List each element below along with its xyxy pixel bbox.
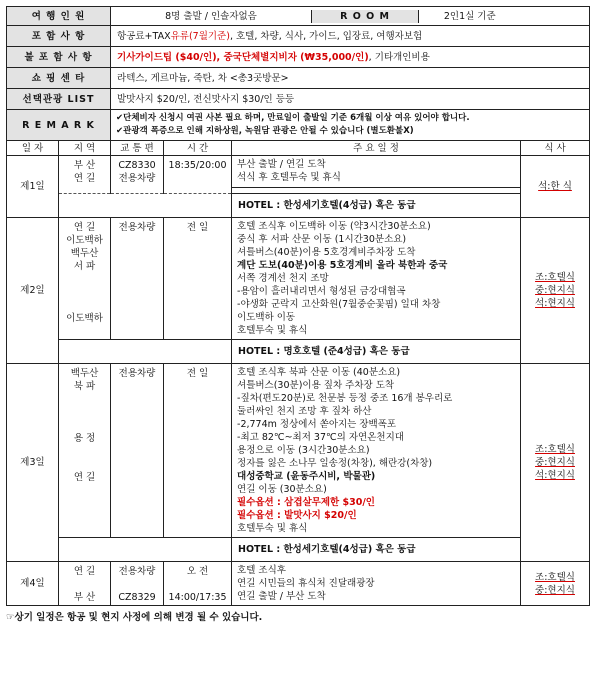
- day-hotel: HOTEL : 한성세기호텔(4성급) 혹은 동급: [232, 194, 521, 218]
- footer-note: ☞상기 일정은 항공 및 현지 사정에 의해 변경 될 수 있습니다.: [6, 612, 263, 623]
- day-label: 제1일: [7, 156, 59, 218]
- day-hotel: HOTEL : 명호호텔 (준4성급) 혹은 동급: [232, 340, 521, 364]
- day-schedule: 호텔 조식후 북파 산문 이동 (40분소요) 셔틀버스(30분)이용 짚차 주차장 도착 -짚차(편도20분)로 천문봉 등정 중조 16개 봉우리로 둘러싸인 천지 조망 후 짚차 하산 -2,774m 정상에서 쏟아지는 장백폭포 -최고 82℃~최저 37℃의 자연온천지대 용정으로 이동 (3시간30분소요) 정자를 잃은 소나무 일송정(차창), 해란강(차창) 대성중학교 (윤동주시비, 박물관) 연길 이동 (30분소요) 필수옵션 : 삼겹살무제한 $30/인 필수옵션 : 발맛사지 $20/인 호텔투숙 및 휴식: [232, 364, 521, 538]
- room-value: 2인1실 기준: [443, 10, 496, 22]
- day-transport: 전용차량: [111, 364, 164, 538]
- day-schedule: 호텔 조식후 이도백하 이동 (약3시간30분소요) 중식 후 서파 산문 이동 (1시간30분소요) 셔틀버스(40분)이용 5호경계비주차장 도착 계단 도보(40분)이용 5호경계비 올라 북한과 중국 서쪽 경계선 천지 조망 -용암이 흘러내리면서 형성된 금강대협곡 -야생화 군락지 고산화원(7월중순꽃핌) 일대 차창 이도백하 이동 호텔투숙 및 휴식: [232, 218, 521, 340]
- col-date: 일 자: [7, 141, 59, 156]
- shopping-label: 쇼 핑 센 타: [7, 68, 111, 89]
- day-locations: 연 길 부 산: [59, 562, 111, 606]
- col-region: 지 역: [59, 141, 111, 156]
- persons-value: 8명 출발 / 인솔자없음: [165, 10, 257, 22]
- day-transport: 전용차량: [111, 218, 164, 340]
- day-transport: CZ8330 전용차량: [111, 156, 164, 188]
- includes-value: 항공료+TAX유류(7월기준), 호텔, 차량, 식사, 가이드, 입장료, 여행자보험: [111, 26, 590, 47]
- room-label: R O O M: [311, 10, 419, 23]
- day-locations: 부 산 연 길: [59, 156, 111, 188]
- persons-label: 여 행 인 원: [7, 7, 111, 26]
- day-row: [7, 218, 590, 340]
- day-hotel: HOTEL : 한성세기호텔(4성급) 혹은 동급: [232, 538, 521, 562]
- col-meal: 식 사: [521, 141, 590, 156]
- day-meal: 조:호텔식 중:현지식: [521, 562, 590, 606]
- shopping-value: 라텍스, 게르마늄, 죽탄, 차 <총3곳방문>: [111, 68, 590, 89]
- day-row: [7, 364, 590, 538]
- includes-label: 포 함 사 항: [7, 26, 111, 47]
- itinerary-table: [6, 6, 590, 606]
- day-time: 전 일: [164, 218, 232, 340]
- day-schedule: 부산 출발 / 연길 도착 석식 후 호텔투숙 및 휴식: [232, 156, 521, 188]
- day-time: 전 일: [164, 364, 232, 538]
- column-header-row: [7, 141, 590, 156]
- day-label: 제2일: [7, 218, 59, 364]
- day-meal: 조:호텔식 중:현지식 석:현지식: [521, 364, 590, 562]
- day-time: 오 전 14:00/17:35: [164, 562, 232, 606]
- optional-value: 발맛사지 $20/인, 전신맛사지 $30/인 등등: [111, 89, 590, 110]
- day-locations: 연 길 이도백하 백두산 서 파 이도백하: [59, 218, 111, 340]
- day-time: 18:35/20:00: [164, 156, 232, 188]
- day-label: 제3일: [7, 364, 59, 562]
- remark-label: R E M A R K: [7, 110, 111, 141]
- col-transport: 교 통 편: [111, 141, 164, 156]
- day-label: 제4일: [7, 562, 59, 606]
- optional-label: 선택관광 LIST: [7, 89, 111, 110]
- excludes-label: 불 포 함 사 항: [7, 47, 111, 68]
- day-meal: 석:한 식: [521, 156, 590, 218]
- day-transport: 전용차량 CZ8329: [111, 562, 164, 606]
- day-schedule: 호텔 조식후 연길 시민들의 휴식처 진달래광장 연길 출발 / 부산 도착: [232, 562, 521, 606]
- day-meal: 조:호텔식 중:현지식 석:현지식: [521, 218, 590, 364]
- day-row: [7, 156, 590, 188]
- excludes-value: 기사가이드팁 ($40/인), 중국단체별지비자 (₩35,000/인), 기타개인비용: [111, 47, 590, 68]
- col-time: 시 간: [164, 141, 232, 156]
- remark-value: ✔단체비자 신청시 여권 사본 필요 하며, 만료일이 출발일 기준 6개월 이상 여유 있어야 합니다. ✔관광객 폭증으로 인해 지하상원, 녹원담 관광은 안될 수 있습니다 (별도환불X): [111, 110, 590, 141]
- day-row: [7, 562, 590, 606]
- col-schedule: 주 요 일 정: [232, 141, 521, 156]
- day-locations: 백두산 북 파 용 정 연 길: [59, 364, 111, 538]
